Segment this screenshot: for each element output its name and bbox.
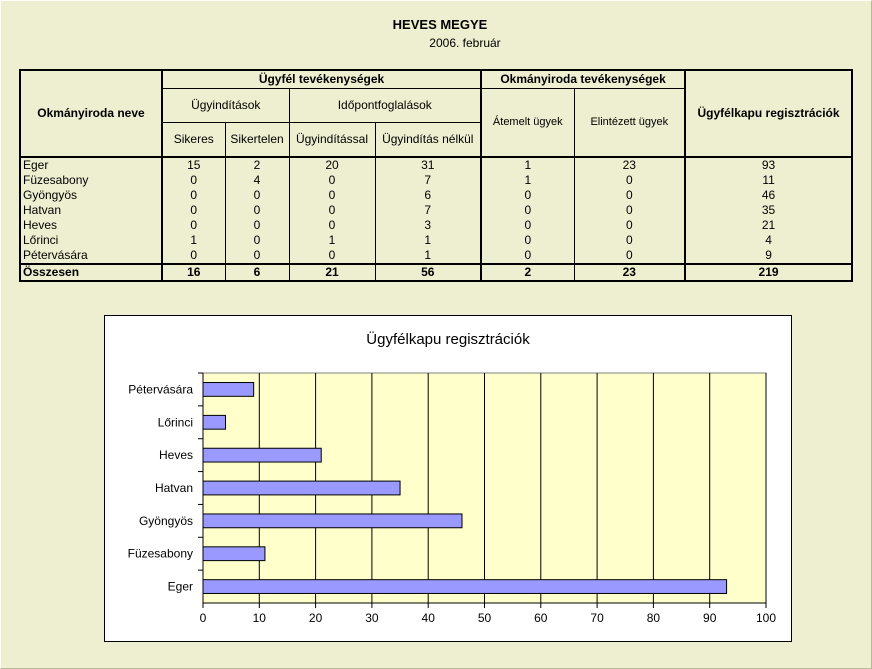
statistics-table [19, 69, 853, 282]
x-tick-label: 80 [646, 611, 661, 625]
table-cell: 0 [574, 248, 685, 264]
category-label: Gyöngyös [138, 513, 193, 528]
table-cell: 1 [162, 233, 225, 248]
office-name-cell: Hatvan [20, 203, 162, 218]
table-cell: 21 [685, 218, 852, 233]
bar [203, 415, 226, 429]
bar [203, 514, 462, 528]
table-cell: 0 [162, 218, 225, 233]
total-cell: 219 [685, 264, 852, 281]
bar [203, 383, 254, 397]
total-cell: 16 [162, 264, 225, 281]
header-without-init: Ügyindítás nélkül [375, 123, 481, 157]
x-tick-label: 100 [755, 611, 777, 625]
table-row [20, 203, 852, 218]
category-label: Lőrinci [157, 415, 193, 430]
total-cell: 6 [225, 264, 289, 281]
table-cell: 0 [289, 248, 375, 264]
table-cell: 23 [574, 157, 685, 173]
table-cell: 2 [225, 157, 289, 173]
x-tick-label: 30 [365, 611, 379, 625]
table-cell: 4 [685, 233, 852, 248]
table-cell: 9 [685, 248, 852, 264]
page-title: HEVES MEGYE [392, 17, 488, 32]
chart-area [104, 315, 792, 642]
category-label: Heves [158, 448, 193, 463]
office-name-cell: Pétervására [20, 248, 162, 264]
header-fail: Sikertelen [225, 123, 289, 157]
table-cell: 0 [289, 203, 375, 218]
total-cell: 56 [375, 264, 481, 281]
category-label: Füzesabony [127, 546, 193, 561]
category-label: Pétervására [128, 382, 193, 397]
table-cell: 1 [375, 248, 481, 264]
table-cell: 0 [574, 188, 685, 203]
table-cell: 0 [289, 188, 375, 203]
table-cell: 0 [289, 218, 375, 233]
table-cell: 6 [375, 188, 481, 203]
header-completed: Elintézett ügyek [574, 89, 685, 157]
table-cell: 0 [162, 203, 225, 218]
table-row [20, 157, 852, 173]
x-tick-label: 70 [590, 611, 604, 625]
office-name-cell: Lőrinci [20, 233, 162, 248]
table-row [20, 233, 852, 248]
table-cell: 31 [375, 157, 481, 173]
category-label: Hatvan [154, 481, 193, 495]
bar-chart [105, 316, 791, 641]
header-success: Sikeres [162, 123, 225, 157]
header-with-init: Ügyindítással [289, 123, 375, 157]
table-cell: 93 [685, 157, 852, 173]
table-cell: 0 [574, 218, 685, 233]
table-cell: 7 [375, 203, 481, 218]
header-initiations: Ügyindítások [162, 89, 289, 123]
table-cell: 0 [225, 203, 289, 218]
total-label: Összesen [20, 264, 162, 281]
table-cell: 0 [225, 188, 289, 203]
table-cell: 1 [289, 233, 375, 248]
category-label: Eger [167, 579, 193, 594]
table-cell: 0 [481, 218, 574, 233]
total-cell: 23 [574, 264, 685, 281]
table-cell: 3 [375, 218, 481, 233]
table-cell: 7 [375, 173, 481, 188]
bar [203, 481, 400, 495]
x-tick-label: 40 [421, 611, 435, 625]
header-office-activities: Okmányiroda tevékenységek [481, 70, 685, 89]
office-name-cell: Eger [20, 157, 162, 173]
chart-title: Ügyfélkapu regisztrációk [366, 331, 530, 348]
bar [203, 448, 321, 462]
table-cell: 15 [162, 157, 225, 173]
table-cell: 0 [574, 173, 685, 188]
office-name-cell: Füzesabony [20, 173, 162, 188]
x-tick-label: 20 [308, 611, 323, 625]
table-cell: 1 [481, 173, 574, 188]
table-cell: 0 [162, 188, 225, 203]
table-cell: 0 [225, 218, 289, 233]
header-appointments: Időpontfoglalások [289, 89, 481, 123]
table-row [20, 188, 852, 203]
table-cell: 0 [225, 248, 289, 264]
table-cell: 0 [162, 173, 225, 188]
x-tick-label: 0 [199, 611, 207, 625]
total-cell: 2 [481, 264, 574, 281]
table-cell: 0 [162, 248, 225, 264]
header-client-activities: Ügyfél tevékenységek [162, 70, 481, 89]
table-cell: 0 [574, 203, 685, 218]
table-cell: 46 [685, 188, 852, 203]
x-tick-label: 50 [477, 611, 492, 625]
table-cell: 0 [481, 203, 574, 218]
table-row [20, 218, 852, 233]
table-row [20, 173, 852, 188]
table-cell: 0 [481, 248, 574, 264]
x-tick-label: 10 [252, 611, 266, 625]
table-cell: 35 [685, 203, 852, 218]
table-cell: 0 [481, 233, 574, 248]
table-cell: 0 [289, 173, 375, 188]
x-tick-label: 90 [703, 611, 717, 625]
header-transferred: Átemelt ügyek [481, 89, 574, 157]
total-row [20, 264, 852, 281]
table-cell: 0 [225, 233, 289, 248]
office-name-cell: Gyöngyös [20, 188, 162, 203]
header-office-name: Okmányiroda neve [20, 70, 162, 157]
page-subtitle: 2006. február [429, 36, 501, 50]
x-tick-label: 60 [534, 611, 548, 625]
table-cell: 4 [225, 173, 289, 188]
table-cell: 20 [289, 157, 375, 173]
table-cell: 1 [481, 157, 574, 173]
table-cell: 11 [685, 173, 852, 188]
bar [203, 580, 727, 594]
bar [203, 547, 265, 561]
total-cell: 21 [289, 264, 375, 281]
header-registrations: Ügyfélkapu regisztrációk [685, 70, 852, 157]
office-name-cell: Heves [20, 218, 162, 233]
table-row [20, 248, 852, 264]
table-cell: 1 [375, 233, 481, 248]
table-cell: 0 [574, 233, 685, 248]
table-cell: 0 [481, 188, 574, 203]
